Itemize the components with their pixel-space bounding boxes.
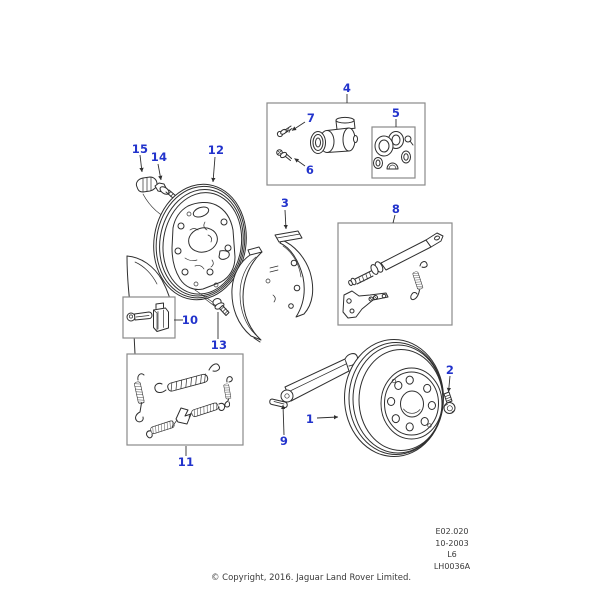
- callout-15[interactable]: 15: [131, 142, 149, 156]
- callout-4[interactable]: 4: [342, 81, 352, 95]
- doc-code: E02.020: [435, 527, 469, 536]
- callout-6[interactable]: 6: [305, 163, 315, 177]
- bolt-part-14: [155, 183, 176, 199]
- copyright-notice: © Copyright, 2016. Jaguar Land Rover Limited.: [210, 573, 412, 583]
- callout-14[interactable]: 14: [150, 150, 168, 164]
- brake-drum-part-1: [345, 340, 444, 457]
- pin-kit-box-10: [123, 297, 175, 338]
- callout-12[interactable]: 12: [207, 143, 225, 157]
- callout-1[interactable]: 1: [305, 412, 315, 426]
- callout-2[interactable]: 2: [445, 363, 455, 377]
- document-codes: [408, 526, 496, 572]
- retaining-screw-part-2: [444, 392, 455, 414]
- callout-11[interactable]: 11: [177, 455, 195, 469]
- doc-model: L6: [447, 550, 457, 559]
- doc-date: 10-2003: [435, 538, 469, 548]
- spring-kit-box-11: [127, 354, 243, 445]
- callout-10[interactable]: 10: [181, 313, 199, 327]
- callout-3[interactable]: 3: [280, 196, 290, 210]
- callout-9[interactable]: 9: [279, 434, 289, 448]
- doc-ref: LH0036A: [433, 561, 471, 571]
- callout-13[interactable]: 13: [210, 338, 228, 352]
- wheel-cylinder-box-4: [267, 103, 425, 185]
- callout-8[interactable]: 8: [391, 202, 401, 216]
- plug-cap-part-15: [136, 177, 157, 192]
- seal-repair-kit-box-5: [372, 127, 415, 178]
- adjuster-kit-box-8: [338, 223, 452, 325]
- callout-5[interactable]: 5: [391, 106, 401, 120]
- callout-7[interactable]: 7: [306, 111, 316, 125]
